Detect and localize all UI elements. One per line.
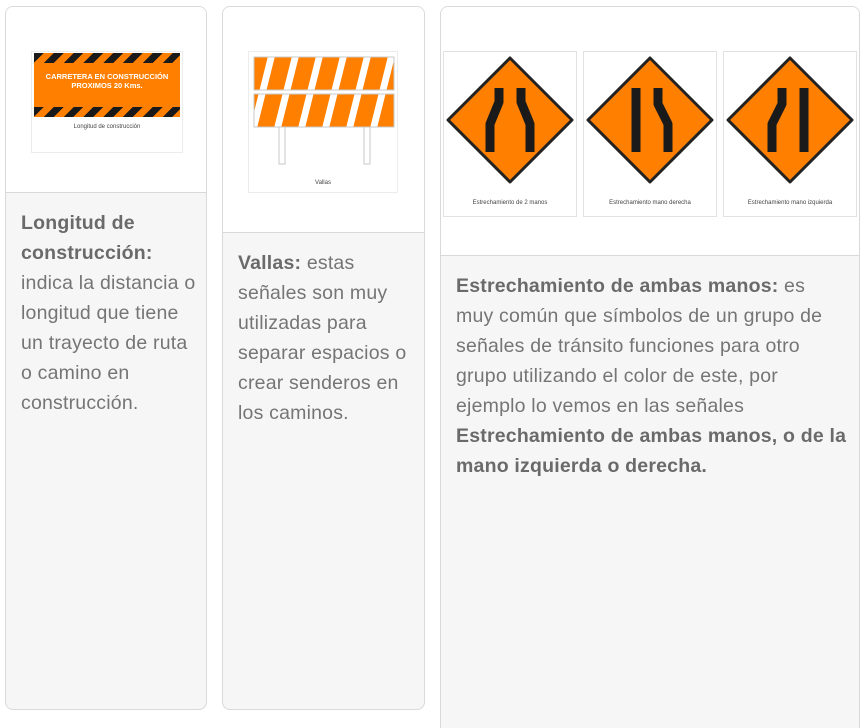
image-caption: Estrechamiento mano izquierda: [747, 200, 833, 206]
construction-sign-icon: [34, 53, 180, 117]
road-narrows-both-icon: [444, 52, 576, 192]
card-text: [21, 208, 201, 418]
card-title: Longitud de construcción:: [21, 212, 153, 264]
card-image: [441, 7, 859, 256]
barricade-image: [248, 51, 398, 193]
sign-narrows-right: [583, 51, 717, 217]
card-body: es muy común que símbolos de un grupo de señales de tránsito funciones para otro grupo utilizando el color de este, por ejemplo lo vemos en las señales: [456, 275, 823, 417]
card-image: [223, 7, 424, 233]
barricade-icon: [249, 52, 399, 194]
card-vallas: [222, 6, 425, 710]
card-body-emphasis: Estrechamiento de ambas manos, o de la mano izquierda o derecha.: [456, 425, 847, 477]
card-estrechamiento: [440, 6, 860, 728]
road-narrows-right-icon: [584, 52, 716, 192]
image-caption: Longitud de construcción: [73, 124, 141, 130]
card-title: Vallas:: [238, 252, 302, 274]
sign-narrows-both: [443, 51, 577, 217]
card-body: indica la distancia o longitud que tiene un trayecto de ruta o camino en construcción.: [21, 272, 196, 414]
card-text: [456, 271, 848, 481]
card-title: Estrechamiento de ambas manos:: [456, 275, 779, 297]
sign-line-1: CARRETERA EN CONSTRUCCIÓN: [45, 72, 169, 81]
road-narrows-left-icon: [724, 52, 856, 192]
card-longitud-construccion: [5, 6, 207, 710]
sign-line-2: PROXIMOS 20 Kms.: [71, 81, 143, 90]
card-body: estas señales son muy utilizadas para separar espacios o crear senderos en los caminos.: [238, 252, 407, 424]
image-caption: Estrechamiento de 2 manos: [472, 200, 548, 206]
card-text: [238, 248, 418, 428]
image-caption: Estrechamiento mano derecha: [609, 200, 691, 206]
sign-narrows-left: [723, 51, 857, 217]
construction-sign-image: [31, 51, 183, 153]
card-image: [6, 7, 206, 193]
image-caption: Vallas: [315, 180, 331, 186]
